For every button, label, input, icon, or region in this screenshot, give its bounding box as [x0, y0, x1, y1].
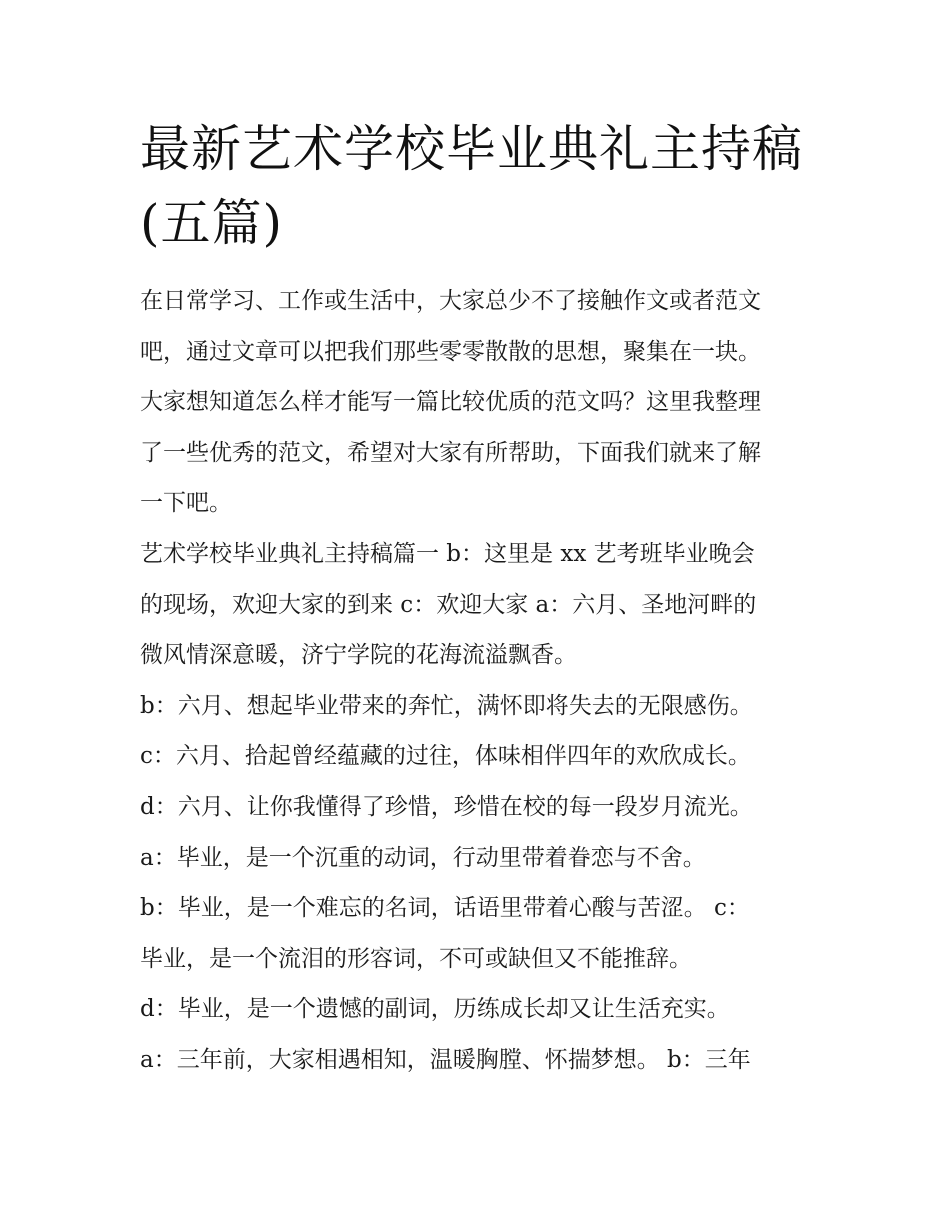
document-title: [140, 112, 820, 260]
text-line: 艺术学校毕业典礼主持稿篇一 b：这里是 xx 艺考班毕业晚会: [140, 540, 755, 567]
text-line: 了一些优秀的范文，希望对大家有所帮助，下面我们就来了解: [140, 439, 761, 466]
text-line: 微风情深意暖，济宁学院的花海流溢飘香。: [140, 642, 577, 669]
text-line: 一下吧。: [140, 490, 232, 517]
text-line: b：毕业，是一个难忘的名词，话语里带着心酸与苦涩。 c：: [140, 895, 750, 922]
text-line: 毕业，是一个流泪的形容词，不可或缺但又不能推辞。: [140, 945, 692, 972]
text-line: a：三年前，大家相遇相知，温暖胸膛、怀揣梦想。 b：三年: [140, 1046, 751, 1073]
text-line: 在日常学习、工作或生活中，大家总少不了接触作文或者范文: [140, 288, 761, 314]
text-line: 大家想知道怎么样才能写一篇比较优质的范文吗？这里我整理: [140, 389, 761, 416]
text-line: 的现场，欢迎大家的到来 c：欢迎大家 a：六月、圣地河畔的: [140, 591, 757, 618]
text-line: d：六月、让你我懂得了珍惜，珍惜在校的每一段岁月流光。: [140, 793, 753, 820]
text-line: 吧，通过文章可以把我们那些零零散散的思想，聚集在一块。: [140, 338, 761, 365]
title-line: (五篇): [140, 194, 284, 252]
text-line: d：毕业，是一个遗憾的副词，历练成长却又让生活充实。: [140, 996, 730, 1023]
text-line: b：六月、想起毕业带来的奔忙，满怀即将失去的无限感伤。: [140, 692, 753, 719]
title-line: 最新艺术学校毕业典礼主持稿: [140, 120, 803, 178]
text-line: c：六月、拾起曾经蕴藏的过往，体味相伴四年的欢欣成长。: [140, 743, 751, 770]
text-line: a：毕业，是一个沉重的动词，行动里带着眷恋与不舍。: [140, 844, 706, 871]
document-body: [140, 276, 830, 1086]
